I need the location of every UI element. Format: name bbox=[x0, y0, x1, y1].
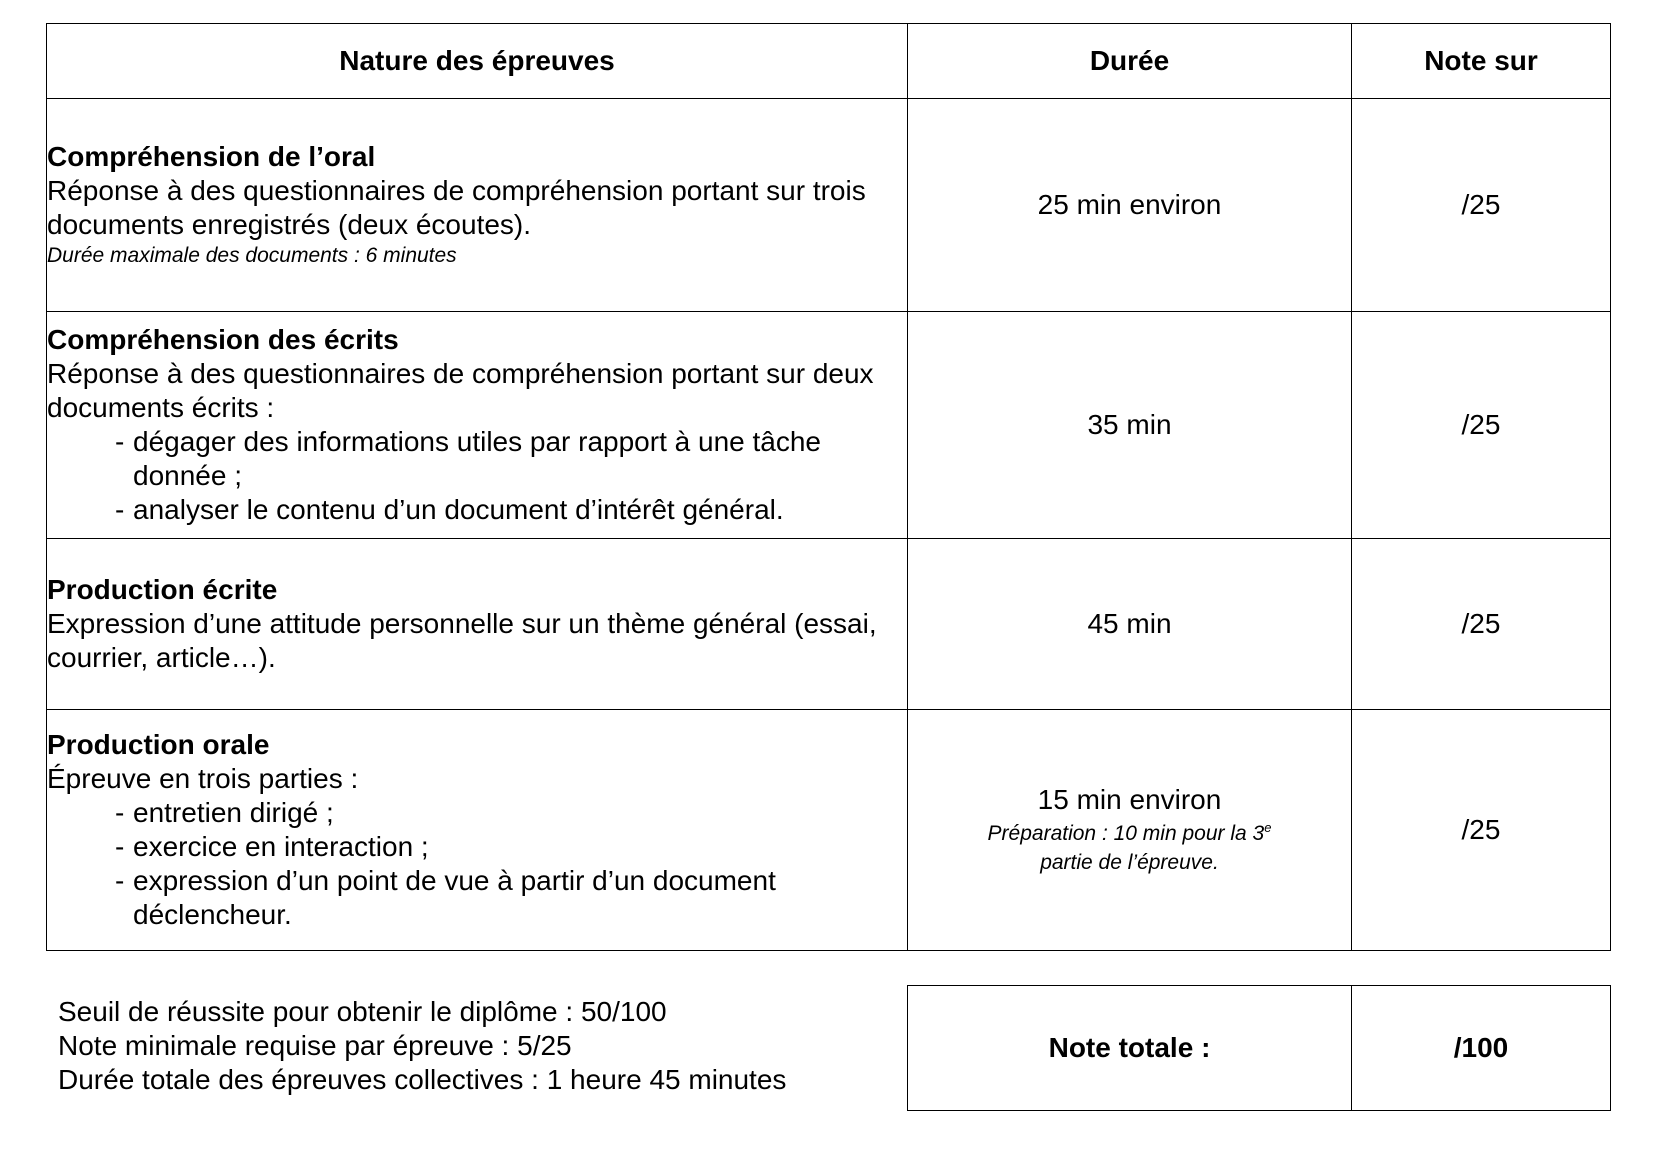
row-list bbox=[47, 425, 907, 527]
row-description bbox=[47, 539, 908, 710]
list-item: - dégager des informations utiles par rapport à une tâche donnée ; bbox=[115, 425, 907, 493]
row-duree: 45 min bbox=[908, 539, 1352, 710]
row-text: Épreuve en trois parties : bbox=[47, 763, 359, 794]
header-note: Note sur bbox=[1352, 24, 1611, 99]
duree-note-part-a: Préparation : 10 min pour la 3 bbox=[987, 822, 1265, 845]
row-text: Réponse à des questionnaires de compréhension portant sur trois documents enregistrés (deux écoutes). bbox=[47, 175, 866, 240]
row-title: Production orale bbox=[47, 729, 270, 760]
list-item: - entretien dirigé ; bbox=[115, 796, 907, 830]
header-nature: Nature des épreuves bbox=[47, 24, 908, 99]
list-item: - expression d’un point de vue à partir d’un document déclencheur. bbox=[115, 864, 907, 932]
row-score: /25 bbox=[1352, 539, 1611, 710]
footer-info bbox=[58, 995, 786, 1097]
header-duree: Durée bbox=[908, 24, 1352, 99]
duree-note-part-b: partie de l’épreuve. bbox=[1040, 851, 1219, 874]
exam-table bbox=[46, 23, 1611, 951]
footer-line-duration: Durée totale des épreuves collectives : 1 heure 45 minutes bbox=[58, 1064, 787, 1095]
row-score: /25 bbox=[1352, 99, 1611, 312]
duree-note-sup: e bbox=[1264, 820, 1272, 835]
row-title: Compréhension de l’oral bbox=[47, 141, 376, 172]
total-row bbox=[908, 986, 1611, 1111]
table-row bbox=[47, 312, 1611, 539]
row-description bbox=[47, 710, 908, 951]
row-duree-value: 15 min environ bbox=[1037, 784, 1222, 815]
row-duree bbox=[908, 710, 1352, 951]
row-score: /25 bbox=[1352, 312, 1611, 539]
row-duree: 25 min environ bbox=[908, 99, 1352, 312]
row-duree-note bbox=[908, 819, 1351, 877]
list-item: - analyser le contenu d’un document d’intérêt général. bbox=[115, 493, 907, 527]
row-description bbox=[47, 312, 908, 539]
row-duree: 35 min bbox=[908, 312, 1352, 539]
footer-line-threshold: Seuil de réussite pour obtenir le diplôme : 50/100 bbox=[58, 996, 667, 1027]
row-text: Réponse à des questionnaires de compréhension portant sur deux documents écrits : bbox=[47, 358, 874, 423]
header-row bbox=[47, 24, 1611, 99]
table-row bbox=[47, 99, 1611, 312]
total-table bbox=[907, 985, 1611, 1111]
row-title: Compréhension des écrits bbox=[47, 324, 399, 355]
row-description bbox=[47, 99, 908, 312]
table-row bbox=[47, 710, 1611, 951]
row-text: Expression d’une attitude personnelle sur un thème général (essai, courrier, article…). bbox=[47, 608, 877, 673]
row-title: Production écrite bbox=[47, 574, 278, 605]
row-score: /25 bbox=[1352, 710, 1611, 951]
table-row bbox=[47, 539, 1611, 710]
total-value: /100 bbox=[1352, 986, 1611, 1111]
footer-line-minimum: Note minimale requise par épreuve : 5/25 bbox=[58, 1030, 572, 1061]
row-note: Durée maximale des documents : 6 minutes bbox=[47, 244, 457, 267]
list-item: - exercice en interaction ; bbox=[115, 830, 907, 864]
total-label: Note totale : bbox=[908, 986, 1352, 1111]
row-list bbox=[47, 796, 907, 932]
